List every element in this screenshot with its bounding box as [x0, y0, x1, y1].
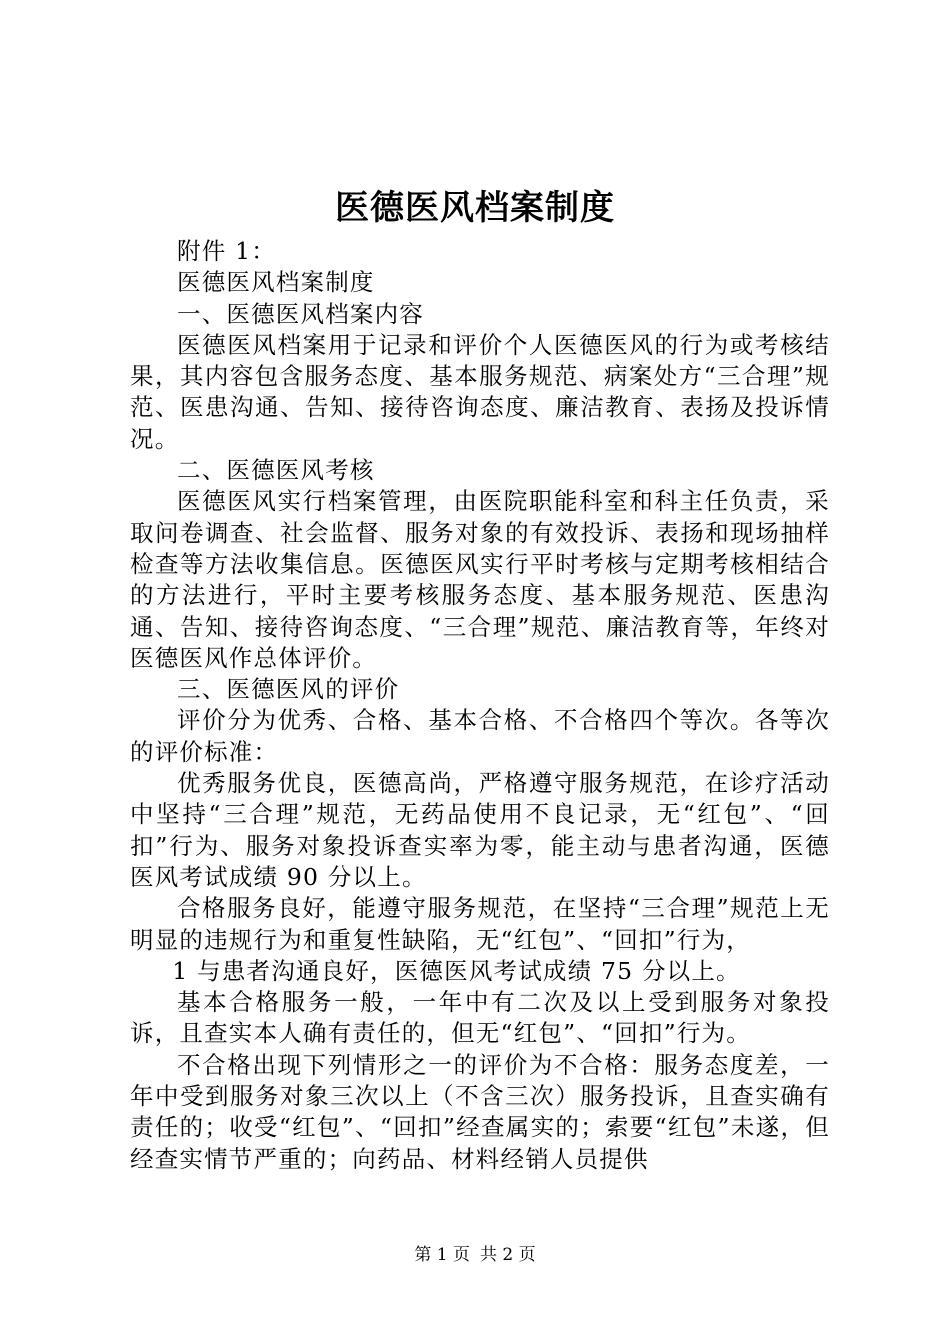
- section-heading-1: 一、医德医风档案内容: [177, 299, 424, 328]
- basic-qualified-criteria-paragraph: 基本合格服务一般，一年中有二次及以上受到服务对象投诉，且查实本人确有责任的，但无“红包”、“回扣”行为。: [130, 988, 830, 1048]
- excellent-criteria-paragraph: 优秀服务优良，医德高尚，严格遵守服务规范，在诊疗活动中坚持“三合理”规范，无药品使用不良记录，无“红包”、“回扣”行为、服务对象投诉查实率为零，能主动与患者沟通，医德医风考试成绩 90 分以上。: [130, 769, 830, 891]
- section-1-paragraph: 医德医风档案用于记录和评价个人医德医风的行为或考核结果，其内容包含服务态度、基本服务规范、病案处方“三合理”规范、医患沟通、告知、接待咨询态度、廉洁教育、表扬及投诉情况。: [130, 330, 830, 453]
- qualified-criteria-continuation: 1 与患者沟通良好，医德医风考试成绩 75 分以上。: [172, 956, 741, 985]
- document-title: 医德医风档案制度: [335, 188, 615, 228]
- section-heading-3: 三、医德医风的评价: [177, 675, 400, 704]
- document-body: [130, 236, 830, 1175]
- qualified-criteria-paragraph: 合格服务良好，能遵守服务规范，在坚持“三合理”规范上无明显的违规行为和重复性缺陷，无“红包”、“回扣”行为，: [130, 894, 830, 954]
- section-heading-2: 二、医德医风考核: [177, 456, 375, 485]
- attachment-label: 附件 1：: [177, 237, 276, 265]
- page-footer: [0, 1244, 950, 1266]
- page-number: 第 1 页: [414, 1245, 470, 1265]
- unqualified-criteria-paragraph: 不合格出现下列情形之一的评价为不合格：服务态度差，一年中受到服务对象三次以上（不含三次）服务投诉，且查实确有责任的；收受“红包”、“回扣”经查属实的；索要“红包”未遂，但经查实情节严重的；向药品、材料经销人员提供: [130, 1050, 830, 1173]
- section-2-paragraph: 医德医风实行档案管理，由医院职能科室和科主任负责，采取问卷调查、社会监督、服务对象的有效投诉、表扬和现场抽样检查等方法收集信息。医德医风实行平时考核与定期考核相结合的方法进行，平时主要考核服务态度、基本服务规范、医患沟通、告知、接待咨询态度、“三合理”规范、廉洁教育等，年终对医德医风作总体评价。: [130, 487, 830, 672]
- evaluation-intro-paragraph: 评价分为优秀、合格、基本合格、不合格四个等次。各等次的评价标准：: [130, 706, 830, 766]
- subtitle: 医德医风档案制度: [177, 268, 375, 297]
- page-total: 共 2 页: [480, 1245, 536, 1265]
